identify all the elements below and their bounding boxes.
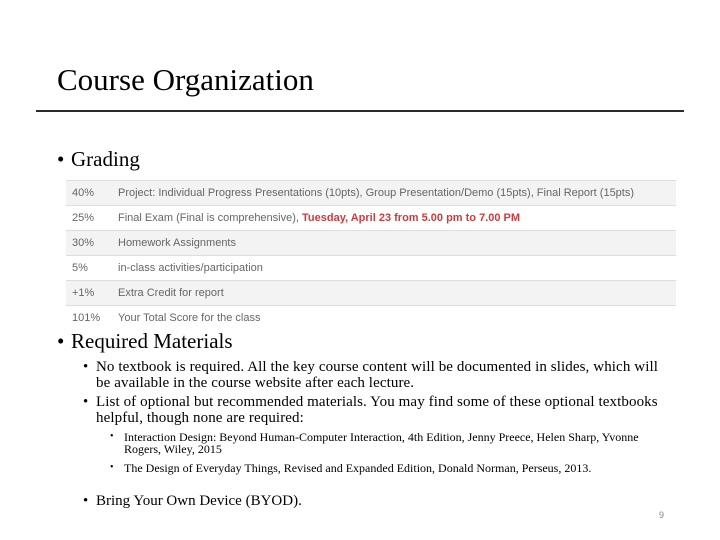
materials-item-text: No textbook is required. All the key course content will be documented in slides, which will be available in the course website after each lecture. [96, 359, 659, 391]
table-row [66, 305, 676, 330]
grade-description [118, 212, 676, 224]
page-number: 9 [658, 510, 664, 520]
bullet-icon: • [83, 394, 89, 410]
byod-suffix: . [298, 493, 302, 509]
grade-percent: 25% [72, 212, 95, 224]
grade-description: Extra Credit for report [118, 287, 224, 299]
list-item [83, 394, 666, 426]
table-row [66, 255, 676, 280]
grade-percent: 40% [72, 187, 95, 199]
book-item [110, 462, 664, 474]
grade-description: in-class activities/participation [118, 262, 263, 274]
materials-heading-label: Required Materials [71, 329, 233, 353]
exam-date-highlight: Tuesday, April 23 from 5.00 pm to 7.00 PM [302, 212, 521, 224]
bullet-icon: • [83, 359, 89, 375]
bullet-icon: • [57, 147, 65, 171]
book-citation: The Design of Everyday Things, Revised and Expanded Edition, Donald Norman, Perseus, 2013. [124, 461, 592, 475]
table-row [66, 280, 676, 305]
book-item [110, 431, 664, 455]
grade-percent: 101% [72, 312, 101, 324]
grade-description: Your Total Score for the class [118, 312, 261, 324]
grading-heading [57, 146, 140, 172]
grade-description: Homework Assignments [118, 237, 236, 249]
grading-heading-label: Grading [71, 147, 140, 171]
grading-table [66, 180, 676, 330]
book-citation: Interaction Design: Beyond Human-Computer Interaction, 4th Edition, Jenny Preece, Helen Sharp, Yvonne Rogers, Wiley, 2015 [124, 430, 639, 456]
slide-title: Course Organization [57, 62, 314, 97]
grade-percent: +1% [72, 287, 95, 299]
materials-heading [57, 328, 233, 354]
bullet-icon: • [110, 431, 114, 442]
bullet-icon: • [110, 462, 114, 473]
grade-description-text: Final Exam (Final is comprehensive), [118, 212, 303, 224]
list-item [83, 359, 666, 391]
bullet-icon: • [83, 493, 89, 509]
byod-text: Bring Your Own Device (BYOD) [96, 493, 299, 509]
table-row [66, 205, 676, 230]
grade-description: Project: Individual Progress Presentations (10pts), Group Presentation/Demo (15pts), Final Report (15pts) [118, 187, 635, 199]
materials-item-text: List of optional but recommended materials. You may find some of these optional textbooks helpful, though none are required: [96, 394, 658, 426]
byod-item [83, 492, 302, 510]
bullet-icon: • [57, 329, 65, 353]
grade-percent: 5% [72, 262, 88, 274]
title-divider [36, 110, 684, 112]
table-row [66, 230, 676, 255]
table-row [66, 180, 676, 205]
grade-percent: 30% [72, 237, 95, 249]
